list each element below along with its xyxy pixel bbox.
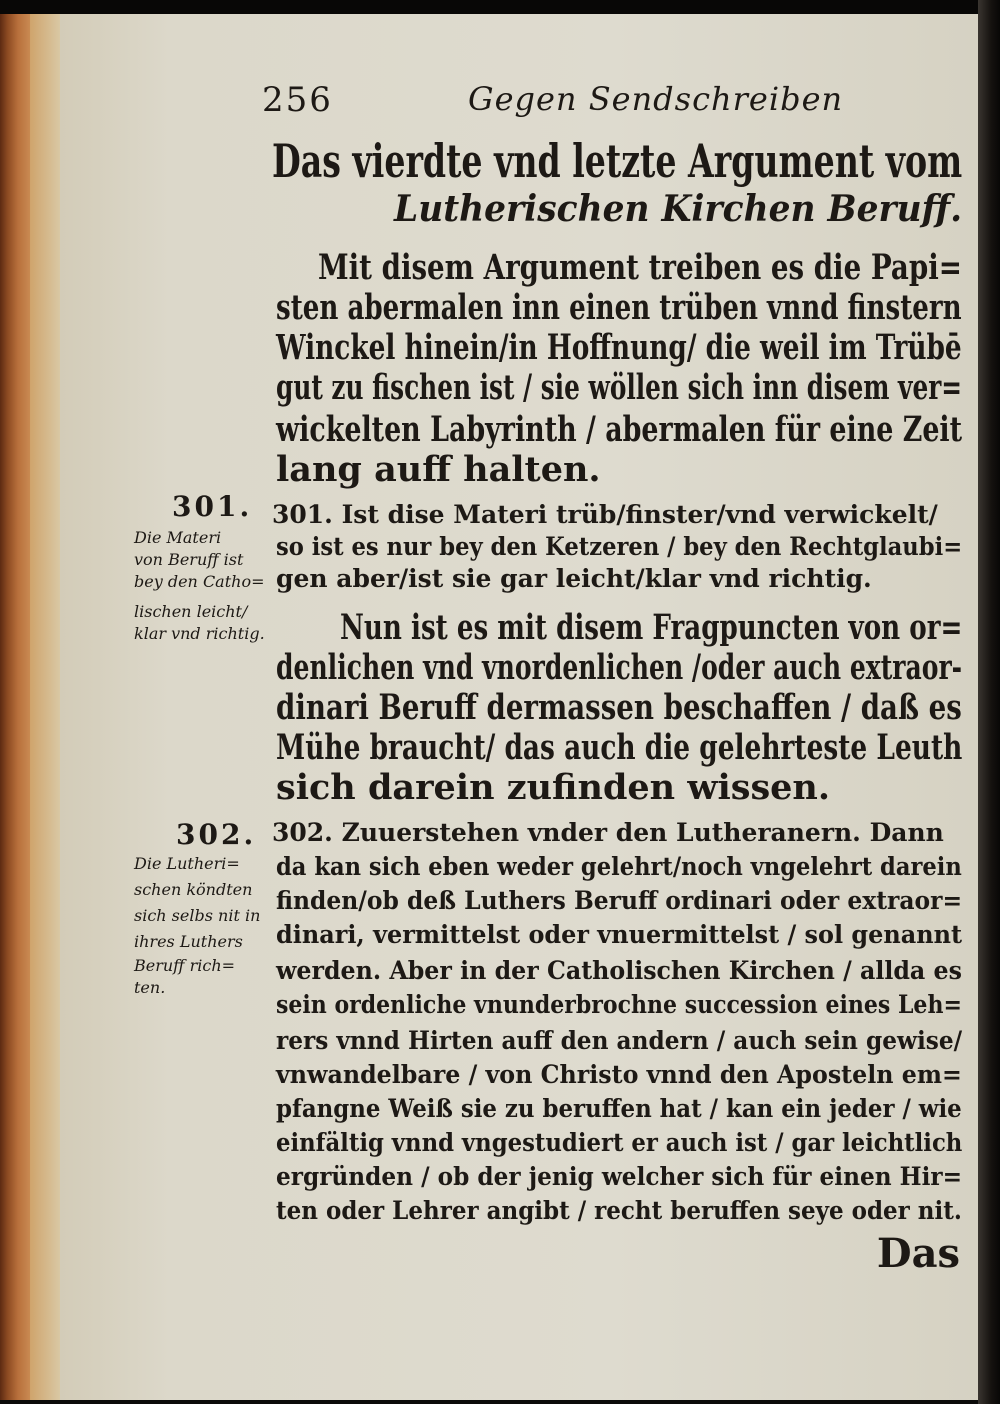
section-302-line: da kan sich eben weder gelehrt/noch vngelehrt darein (276, 852, 962, 881)
section-302-line: finden/ob deß Luthers Beruff ordinari oder extraor= (276, 886, 963, 915)
margin-section-number: 301. (172, 490, 253, 523)
margin-note-301: von Beruff ist (134, 550, 244, 569)
chapter-title-line-2: Lutherischen Kirchen Beruff. (394, 188, 963, 230)
margin-note-301: bey den Catho= (134, 572, 265, 591)
section-302-line: ten oder Lehrer angibt / recht beruffen seye oder nit. (276, 1196, 962, 1225)
section-302-line: einfältig vnnd vngestudiert er auch ist / gar leichtlich (276, 1128, 963, 1157)
section-302-line: 302. Zuuerstehen vnder den Lutheranern. Dann (272, 818, 944, 847)
margin-note-302: ihres Luthers (134, 932, 243, 951)
margin-note-302: Die Lutheri= (134, 854, 240, 873)
scan-top-border (0, 0, 1000, 14)
margin-note-302: Beruff rich= (134, 956, 236, 975)
middle-line: Mühe braucht/ das auch die gelehrteste Leuth (276, 727, 963, 768)
scan-right-border (978, 0, 1000, 1404)
intro-line: gut zu fischen ist / sie wöllen sich inn disem ver= (276, 367, 963, 408)
section-302-line: dinari, vermittelst oder vnuermittelst / sol genannt (276, 920, 963, 949)
margin-note-301: lischen leicht/ (134, 602, 248, 621)
middle-line: Nun ist es mit disem Fragpuncten von or= (340, 607, 963, 648)
page-edge-left (0, 14, 30, 1400)
section-301-line: 301. Ist dise Materi trüb/finster/vnd verwickelt/ (272, 500, 938, 529)
intro-line: Mit disem Argument treiben es die Papi= (318, 247, 962, 288)
margin-note-302: schen köndten (134, 880, 253, 899)
intro-line: Winckel hinein/in Hoffnung/ die weil im Trübē (276, 327, 962, 368)
section-301-line: gen aber/ist sie gar leicht/klar vnd richtig. (276, 564, 872, 593)
margin-note-301: klar vnd richtig. (134, 624, 265, 643)
middle-line: sich darein zufinden wissen. (276, 767, 831, 808)
section-301-line: so ist es nur bey den Ketzeren / bey den Rechtglaubi= (276, 532, 963, 561)
intro-line: lang auff halten. (276, 449, 601, 490)
catchword: Das (876, 1230, 960, 1277)
section-302-line: pfangne Weiß sie zu beruffen hat / kan ein jeder / wie (276, 1094, 962, 1123)
intro-line: wickelten Labyrinth / abermalen für eine Zeit (276, 409, 963, 450)
section-302-line: ergründen / ob der jenig welcher sich für einen Hir= (276, 1162, 963, 1191)
section-302-line: sein ordenliche vnunderbrochne succession eines Leh= (276, 990, 962, 1019)
margin-note-301: Die Materi (134, 528, 222, 547)
section-302-line: rers vnnd Hirten auff den andern / auch sein gewise/ (276, 1026, 963, 1055)
intro-line: sten abermalen inn einen trüben vnnd finstern (276, 287, 962, 328)
section-302-line: vnwandelbare / von Christo vnnd den Aposteln em= (276, 1060, 962, 1089)
page-number: 256 (262, 80, 333, 120)
section-302-line: werden. Aber in der Catholischen Kirchen / allda es (276, 956, 962, 985)
middle-line: dinari Beruff dermassen beschaffen / daß es (276, 687, 962, 728)
chapter-title-line-1: Das vierdte vnd letzte Argument vom (272, 134, 963, 188)
margin-note-302: ten. (134, 978, 166, 997)
margin-note-302: sich selbs nit in (134, 906, 261, 925)
middle-line: denlichen vnd vnordenlichen /oder auch extraor- (276, 647, 963, 688)
running-head: Gegen Sendschreiben (468, 80, 844, 118)
margin-section-number: 302. (176, 818, 257, 851)
